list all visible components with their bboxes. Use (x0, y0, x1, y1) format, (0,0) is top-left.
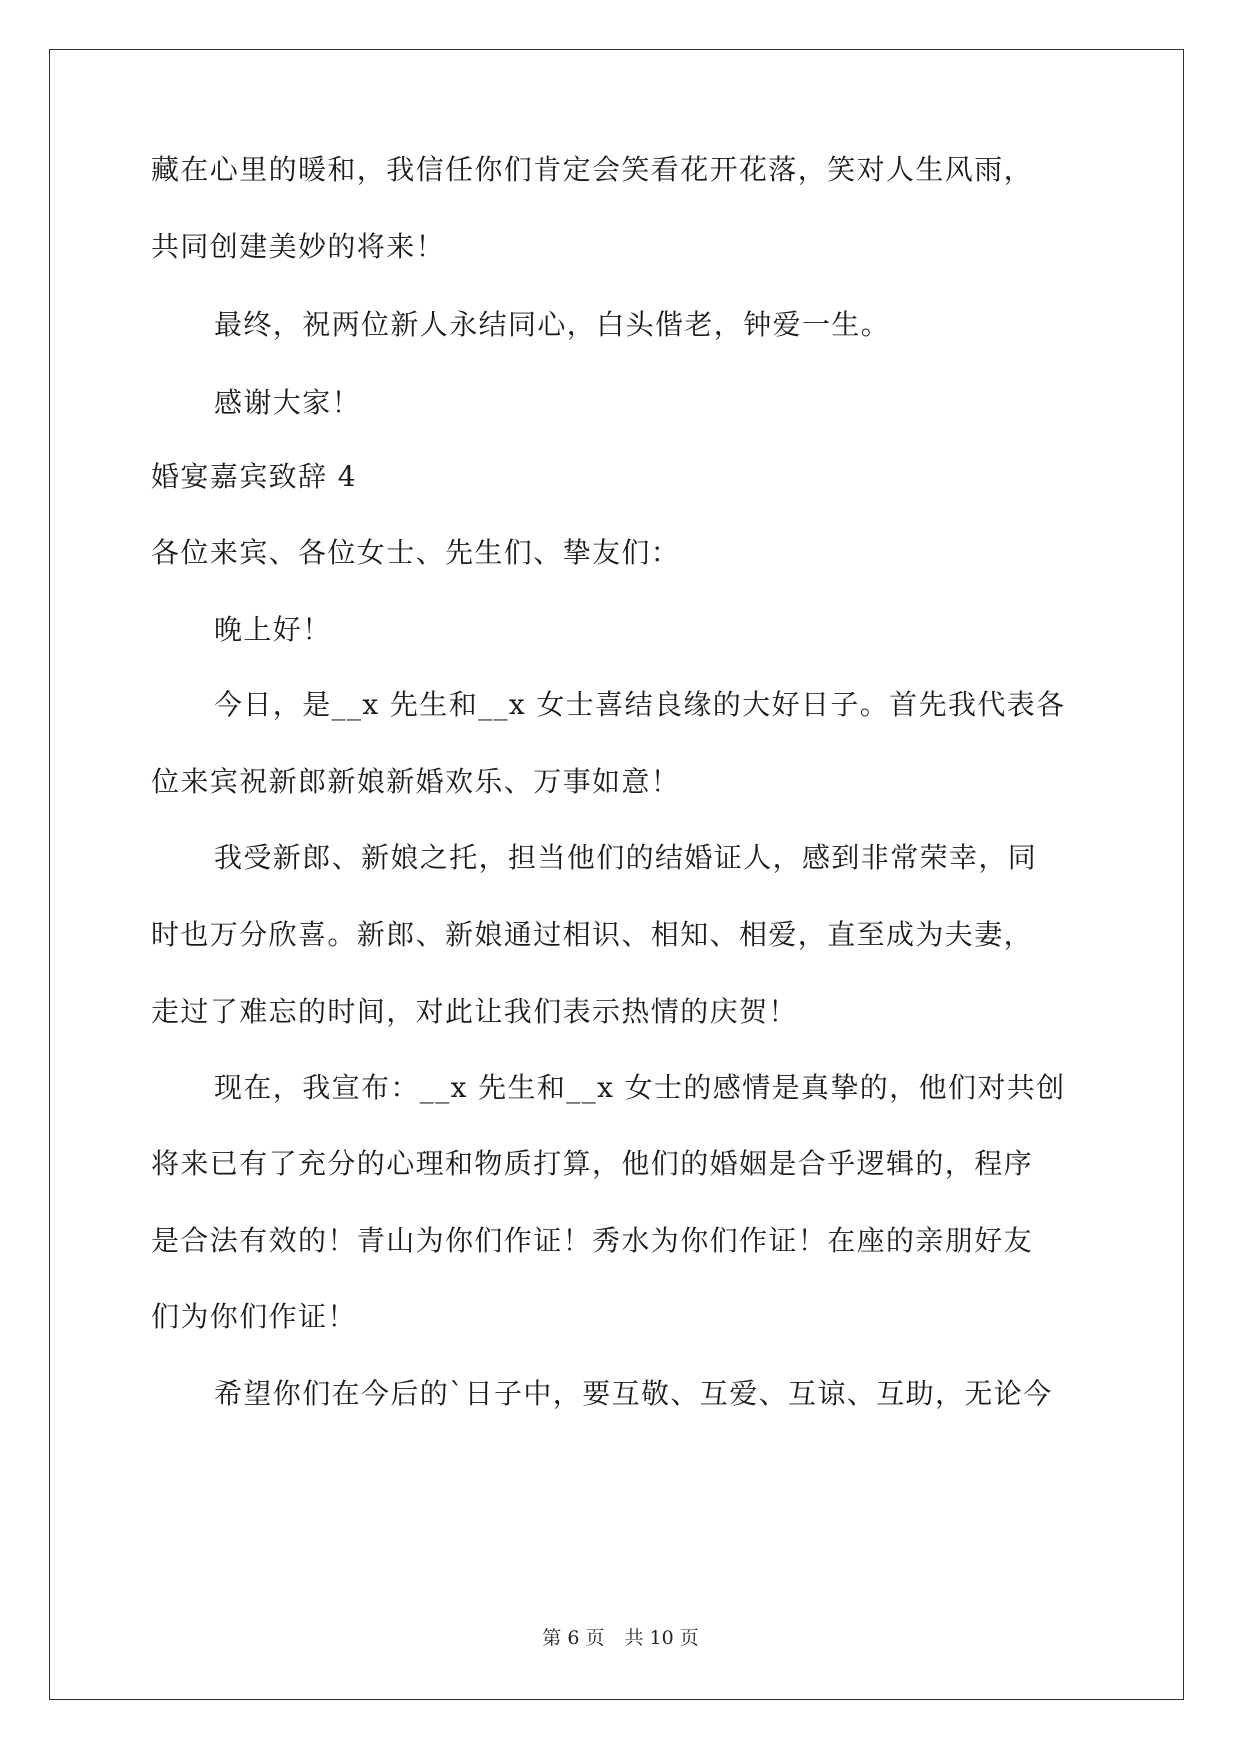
paragraph-line: 希望你们在今后的`日子中，要互敬、互爱、互谅、互助，无论今 (214, 1377, 1053, 1410)
paragraph-line: 是合法有效的！青山为你们作证！秀水为你们作证！在座的亲朋好友 (151, 1224, 1034, 1257)
paragraph-line: 将来已有了充分的心理和物质打算，他们的婚姻是合乎逻辑的，程序 (151, 1147, 1034, 1180)
paragraph-line: 共同创建美妙的将来！ (151, 230, 446, 263)
paragraph-line: 走过了难忘的时间，对此让我们表示热情的庆贺！ (151, 995, 798, 1028)
section-heading: 婚宴嘉宾致辞 4 (151, 460, 357, 493)
paragraph-line: 最终，祝两位新人永结同心，白头偕老，钟爱一生。 (214, 308, 891, 341)
salutation: 各位来宾、各位女士、先生们、挚友们： (151, 536, 681, 569)
paragraph-line: 晚上好！ (214, 613, 332, 646)
paragraph-line: 位来宾祝新郎新娘新婚欢乐、万事如意！ (151, 765, 681, 798)
paragraph-line: 们为你们作证！ (151, 1300, 357, 1333)
paragraph-line: 藏在心里的暖和，我信任你们肯定会笑看花开花落，笑对人生风雨， (151, 153, 1034, 186)
page-total: 共 10 页 (624, 1627, 699, 1649)
paragraph-line: 今日，是__x 先生和__x 女士喜结良缘的大好日子。首先我代表各 (214, 688, 1066, 721)
paragraph-line: 感谢大家！ (214, 386, 362, 419)
paragraph-line: 时也万分欣喜。新郎、新娘通过相识、相知、相爱，直至成为夫妻， (151, 918, 1034, 951)
paragraph-line: 现在，我宣布：__x 先生和__x 女士的感情是真挚的，他们对共创 (214, 1071, 1066, 1104)
page-footer (0, 1626, 1241, 1650)
paragraph-line: 我受新郎、新娘之托，担当他们的结婚证人，感到非常荣幸，同 (214, 841, 1038, 874)
page-number: 第 6 页 (542, 1627, 605, 1649)
